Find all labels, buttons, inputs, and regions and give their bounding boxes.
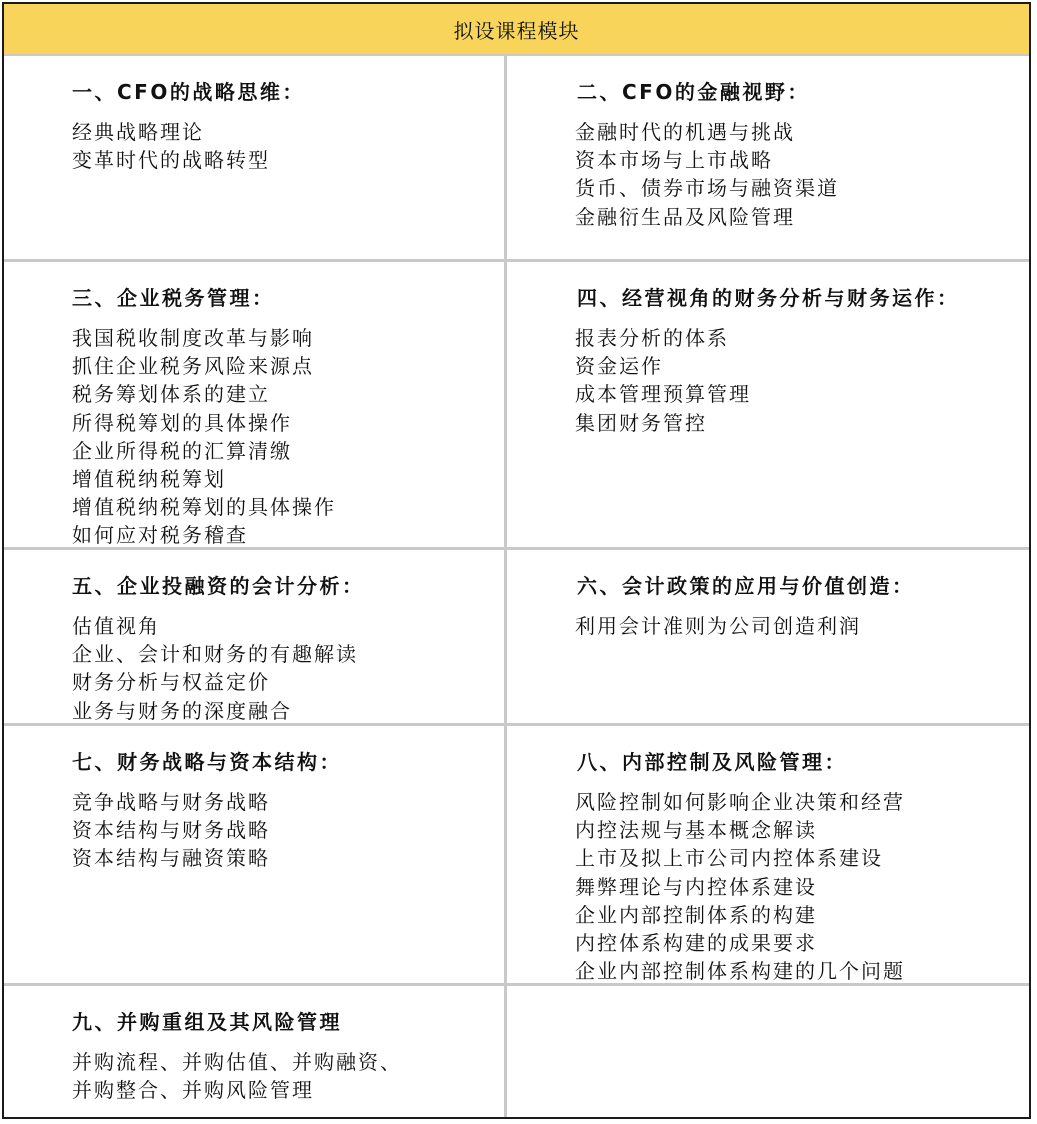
- list-item: 增值税纳税筹划的具体操作: [72, 495, 336, 520]
- list-item: 变革时代的战略转型: [72, 148, 270, 173]
- module-cell-9: [4, 986, 507, 1117]
- list-item: 内控法规与基本概念解读: [575, 818, 817, 843]
- list-item: 资本结构与融资策略: [72, 846, 270, 871]
- module-items: [575, 788, 905, 985]
- module-title: 四、经营视角的财务分析与财务运作：: [577, 286, 960, 310]
- list-item: 内控体系构建的成果要求: [575, 931, 817, 956]
- course-modules-table: [2, 2, 1031, 1119]
- list-item: 企业所得税的汇算清缴: [72, 438, 292, 463]
- list-item: 抓住企业税务风险来源点: [72, 354, 314, 379]
- list-item: 金融衍生品及风险管理: [575, 204, 795, 229]
- module-title: 三、企业税务管理：: [72, 286, 275, 310]
- list-item: 并购流程、并购估值、并购融资、: [72, 1050, 402, 1074]
- module-title: 五、企业投融资的会计分析：: [72, 574, 365, 598]
- list-item: 财务分析与权益定价: [72, 670, 270, 695]
- module-items: [72, 612, 358, 725]
- module-items: [575, 324, 751, 437]
- list-item: 竞争战略与财务战略: [72, 790, 270, 814]
- list-item: 利用会计准则为公司创造利润: [575, 614, 861, 638]
- module-cell-2: [507, 56, 1029, 262]
- module-title: 二、CFO的金融视野：: [577, 80, 810, 104]
- list-item: 资本市场与上市战略: [575, 148, 773, 173]
- module-title: 九、并购重组及其风险管理: [72, 1010, 342, 1034]
- module-title: 七、财务战略与资本结构：: [72, 750, 342, 774]
- module-cell-3: [4, 262, 507, 550]
- module-cell-empty: [507, 986, 1029, 1117]
- list-item: 所得税筹划的具体操作: [72, 410, 292, 435]
- list-item: 成本管理预算管理: [575, 382, 751, 407]
- module-cell-4: [507, 262, 1029, 550]
- module-items: [72, 118, 270, 174]
- module-title: 六、会计政策的应用与价值创造：: [577, 574, 915, 598]
- list-item: 税务筹划体系的建立: [72, 382, 270, 407]
- module-cell-1: [4, 56, 507, 262]
- module-items: [575, 612, 861, 640]
- module-items: [72, 788, 270, 873]
- list-item: 如何应对税务稽查: [72, 523, 248, 548]
- list-item: 我国税收制度改革与影响: [72, 326, 314, 350]
- list-item: 业务与财务的深度融合: [72, 698, 292, 723]
- list-item: 增值税纳税筹划: [72, 467, 226, 492]
- list-item: 并购整合、并购风险管理: [72, 1078, 314, 1103]
- list-item: 舞弊理论与内控体系建设: [575, 874, 817, 899]
- module-cell-8: [507, 726, 1029, 986]
- list-item: 上市及拟上市公司内控体系建设: [575, 846, 883, 871]
- list-item: 企业、会计和财务的有趣解读: [72, 642, 358, 667]
- module-items: [72, 1048, 402, 1104]
- module-items: [575, 118, 839, 231]
- list-item: 报表分析的体系: [575, 326, 729, 350]
- list-item: 资本结构与财务战略: [72, 818, 270, 843]
- list-item: 集团财务管控: [575, 410, 707, 435]
- list-item: 企业内部控制体系构建的几个问题: [575, 959, 905, 984]
- list-item: 货币、债券市场与融资渠道: [575, 176, 839, 201]
- module-title: 一、CFO的战略思维：: [72, 80, 305, 104]
- list-item: 金融时代的机遇与挑战: [575, 120, 795, 144]
- module-cell-7: [4, 726, 507, 986]
- module-title: 八、内部控制及风险管理：: [577, 750, 847, 774]
- list-item: 经典战略理论: [72, 120, 204, 144]
- list-item: 企业内部控制体系的构建: [575, 902, 817, 927]
- list-item: 估值视角: [72, 614, 160, 638]
- table-title: 拟设课程模块: [453, 18, 580, 43]
- module-cell-5: [4, 550, 507, 726]
- list-item: 风险控制如何影响企业决策和经营: [575, 790, 905, 814]
- list-item: 资金运作: [575, 354, 663, 379]
- table-header: [4, 4, 1029, 56]
- module-items: [72, 324, 336, 550]
- module-cell-6: [507, 550, 1029, 726]
